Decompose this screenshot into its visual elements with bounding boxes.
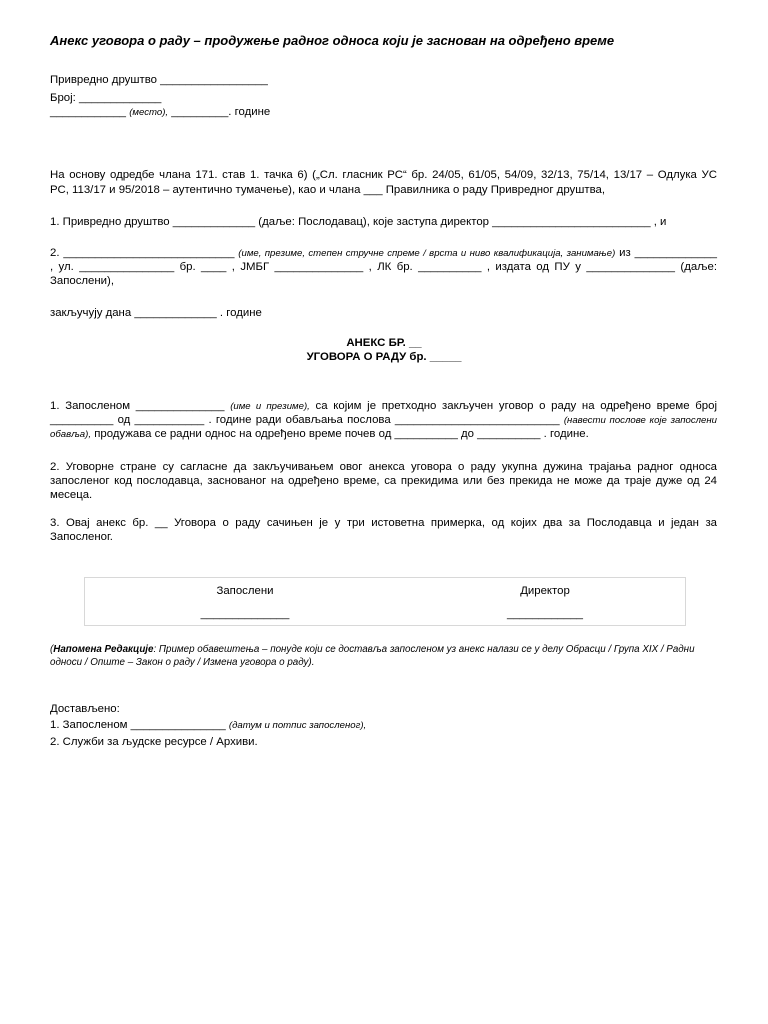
signature-box	[84, 577, 686, 626]
number-line: Број: _____________	[50, 92, 162, 104]
clause-2-line-1: 2. Уговорне стране су сагласне да закључивањем овог анекса уговора о раду укупна дужина трајања радног односа	[50, 461, 717, 473]
clause-2-line-3: месеца.	[50, 489, 93, 501]
note-rest: : Пример обавештења – понуде који се доставља запосленом уз анекс налази се у делу Обрасци / Група XIX / Радни односи / Опште – Закон о раду / Измена уговора о раду).	[50, 644, 695, 668]
note-bold: Напомена Редакције	[53, 644, 154, 655]
clause-1-line-3-end: продужава се радни однос на одређено време почев од __________ до __________ . године.	[94, 428, 589, 440]
employee-signature-line: ______________	[200, 608, 290, 620]
document-title: Анекс уговора о раду – продужење радног односа који је заснован на одређено време	[50, 33, 615, 48]
party-2-start: 2. ___________________________	[50, 247, 235, 259]
preamble-line-1: На основу одредбе члана 171. став 1. тачка 6) („Сл. гласник РС“ бр. 24/05, 61/05, 54/09, 32/13, 75/14, 13/17 – Одлука УС	[50, 169, 717, 181]
place-date-line	[50, 105, 270, 121]
clause-3-line-1: 3. Овај анекс бр. __ Уговора о раду сачињен је у три истоветна примерка, од којих два за Послодавца и један за	[50, 517, 717, 529]
delivered-item-1-text: 1. Запосленом _______________	[50, 719, 226, 731]
director-signature-label: Директор	[520, 585, 570, 597]
delivered-item-1	[50, 718, 366, 734]
preamble-line-2: РС, 113/17 и 95/2018 – аутентично тумачење), као и члана ___ Правилника о раду Привредног друштва,	[50, 184, 606, 196]
delivered-item-2: 2. Служби за људске ресурсе / Архиви.	[50, 736, 258, 748]
annex-heading: АНЕКС БР. __	[346, 337, 422, 349]
director-signature-line: ____________	[506, 608, 584, 620]
place-hint: (место),	[129, 107, 169, 118]
employee-signature-label: Запослени	[216, 585, 274, 597]
company-line: Привредно друштво _________________	[50, 74, 268, 86]
clause-1-hint-2: (навести послове које запослени	[563, 415, 717, 426]
note-open: (	[50, 644, 54, 655]
party-2-end: из _____________	[619, 247, 717, 259]
clause-1-end: са којим је претходно закључен уговор о раду на одређено време број	[315, 400, 717, 412]
party-2-line-3: Запослени),	[50, 275, 115, 287]
editorial-note	[50, 643, 717, 669]
place-blank: ____________	[50, 106, 127, 118]
clause-1-hint-1: (име и презиме),	[230, 401, 310, 412]
contract-heading: УГОВОРА О РАДУ бр. _____	[306, 351, 462, 363]
party-2-line-2: , ул. _______________ бр. ____ , ЈМБГ ______________ , ЛК бр. __________ , издата од ПУ у ______________ (даље:	[50, 261, 717, 273]
clause-1-start: 1. Запосленом ______________	[50, 400, 225, 412]
delivered-item-1-hint: (датум и потпис запосленог),	[228, 720, 367, 731]
clause-1-line-3	[50, 427, 589, 443]
clause-1-line-2-start: __________ од ___________ . године ради обављања послова __________________________	[50, 414, 560, 426]
party-1: 1. Привредно друштво _____________ (даље: Послодавац), које заступа директор _________________________ , и	[50, 216, 667, 228]
clause-1-hint-3: обавља),	[50, 429, 92, 440]
date-part: _________. године	[171, 106, 271, 118]
clause-3-line-2: Запосленог.	[50, 531, 113, 543]
party-2-hint: (име, презиме, степен стручне спреме / врста и ниво квалификација, занимање)	[238, 248, 616, 259]
delivered-title: Достављено:	[50, 703, 120, 715]
conclude-line: закључују дана _____________ . године	[50, 307, 262, 319]
clause-2-line-2: запосленог код послодавца, заснованог на одређено време, са прекидима или без прекида не може да траје дуже од 24	[50, 475, 717, 487]
